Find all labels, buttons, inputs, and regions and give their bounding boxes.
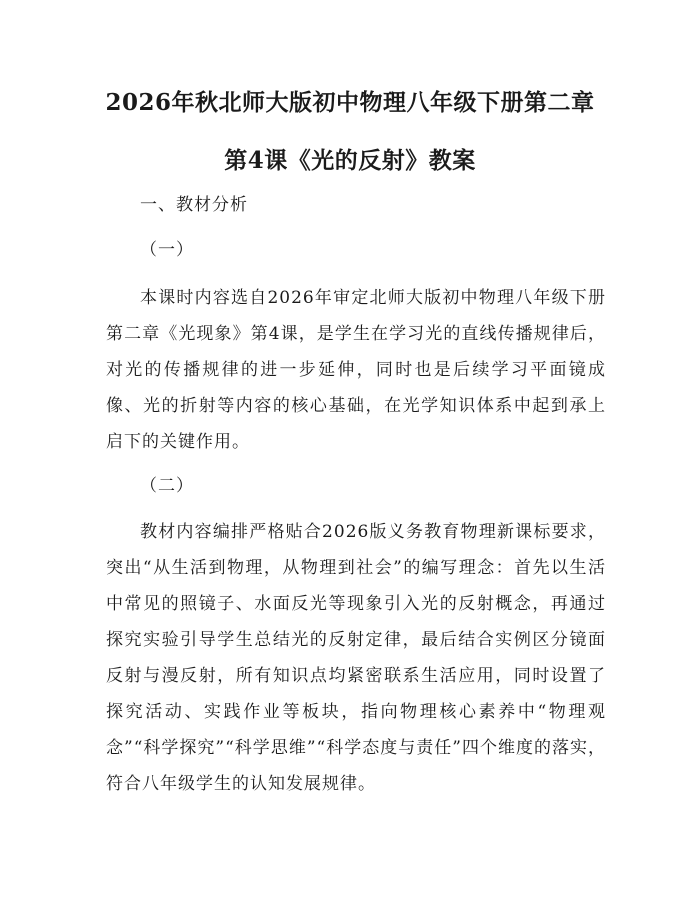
paragraph-1: 本课时内容选自2026年审定北师大版初中物理八年级下册第二章《光现象》第4课，是学生在学习光的直线传播规律后，对光的传播规律的进一步延伸，同时也是后续学习平面镜成像、光的折射等内容的核心基础，在光学知识体系中起到承上启下的关键作用。 — [106, 288, 606, 452]
subsection-heading-1: （一） — [140, 240, 194, 260]
subsection-heading-2: （二） — [140, 476, 194, 496]
section-heading-teaching-material-analysis: 一、教材分析 — [140, 195, 248, 215]
paragraph-2: 教材内容编排严格贴合2026版义务教育物理新课标要求，突出“从生活到物理，从物理到社会”的编写理念：首先以生活中常见的照镜子、水面反光等现象引入光的反射概念，再通过探究实验引导学生总结光的反射定律，最后结合实例区分镜面反射与漫反射，所有知识点均紧密联系生活应用，同时设置了探究活动、实践作业等板块，指向物理核心素养中“物理观念”“科学探究”“科学思维”“科学态度与责任”四个维度的落实，符合八年级学生的认知发展规律。 — [106, 522, 606, 794]
document-title: 2026年秋北师大版初中物理八年级下册第二章第4课《光的反射》教案 — [105, 89, 595, 174]
